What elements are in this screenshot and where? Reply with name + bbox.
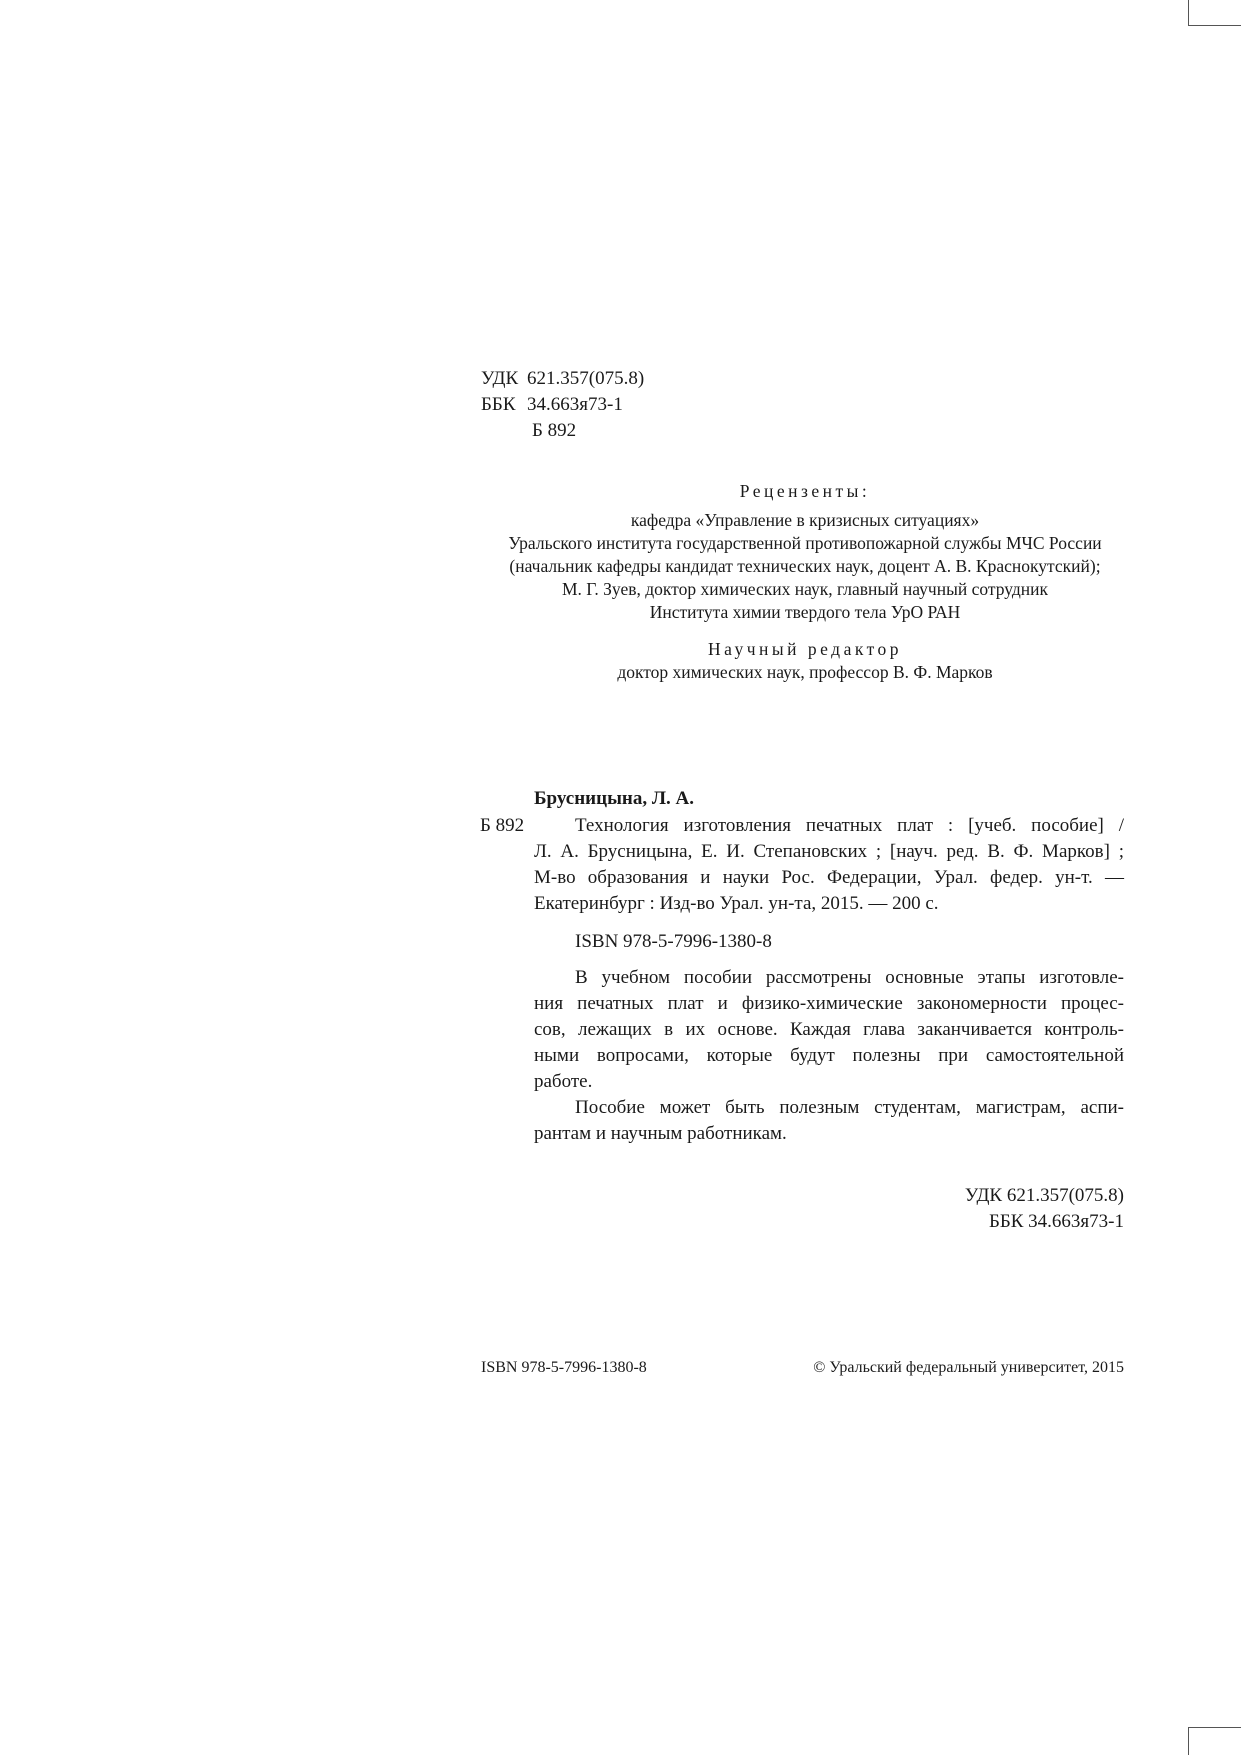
abstract-line: Пособие может быть полезным студентам, магистрам, аспи- [575,1097,1124,1118]
bbk-value: 34.663я73-1 [527,394,623,415]
author-mark: Б 892 [532,420,577,441]
reviewers-heading: Рецензенты: [739,481,871,501]
bbk-line [481,393,623,417]
crop-mark-top-horizontal [1188,25,1241,26]
abstract-line: работе. [534,1071,593,1092]
book-author: Брусницына, Л. А. [534,788,694,809]
bib-line: Екатеринбург : Изд-во Урал. ун-та, 2015. — 200 с. [534,893,939,914]
bib-line: Л. А. Брусницына, Е. И. Степановских ; [науч. ред. В. Ф. Марков] ; [534,841,1124,862]
bibliographic-record [480,786,1124,955]
reviewer-line: М. Г. Зуев, доктор химических наук, главный научный сотрудник [561,579,1049,599]
reviewer-line: Института химии твердого тела УрО РАН [649,602,961,622]
bib-line: М-во образования и науки Рос. Федерации, Урал. федер. ун-т. — [534,867,1124,888]
udk-value: 621.357(075.8) [527,368,645,389]
bbk-label: ББК [481,394,516,415]
bib-author-mark: Б 892 [480,815,525,836]
abstract-line: ния печатных плат и физико-химические закономерности процес- [534,993,1124,1014]
abstract-line: В учебном пособии рассмотрены основные этапы изготовле- [575,967,1124,988]
bbk-right: ББК 34.663я73-1 [988,1211,1124,1232]
crop-mark-bottom-horizontal [1188,1727,1241,1728]
editor-line: доктор химических наук, профессор В. Ф. Марков [617,662,993,682]
abstract-line: ными вопросами, которые будут полезны при самостоятельной [534,1045,1124,1066]
editor-heading: Научный редактор [707,639,903,659]
bib-isbn: ISBN 978-5-7996-1380-8 [575,931,772,952]
reviewers-text [420,509,1190,624]
footer-copyright: © Уральский федеральный университет, 2015 [813,1359,1124,1376]
crop-mark-bottom-vertical [1188,1727,1189,1755]
footer-isbn: ISBN 978-5-7996-1380-8 [481,1359,647,1376]
reviewer-line: Уральского института государственной противопожарной службы МЧС России [508,533,1102,553]
reviewer-line: кафедра «Управление в кризисных ситуациях» [630,510,980,530]
crop-mark-top-vertical [1188,0,1189,25]
udk-right: УДК 621.357(075.8) [964,1185,1124,1206]
udk-line [481,367,644,391]
abstract [534,965,1124,1147]
udk-label: УДК [481,368,519,389]
abstract-line: рантам и научным работникам. [534,1123,787,1144]
reviewer-line: (начальник кафедры кандидат технических наук, доцент А. В. Краснокутский); [509,556,1101,576]
bib-line: Технология изготовления печатных плат : [учеб. пособие] / [575,815,1124,836]
abstract-line: сов, лежащих в их основе. Каждая глава заканчивается контроль- [534,1019,1124,1040]
